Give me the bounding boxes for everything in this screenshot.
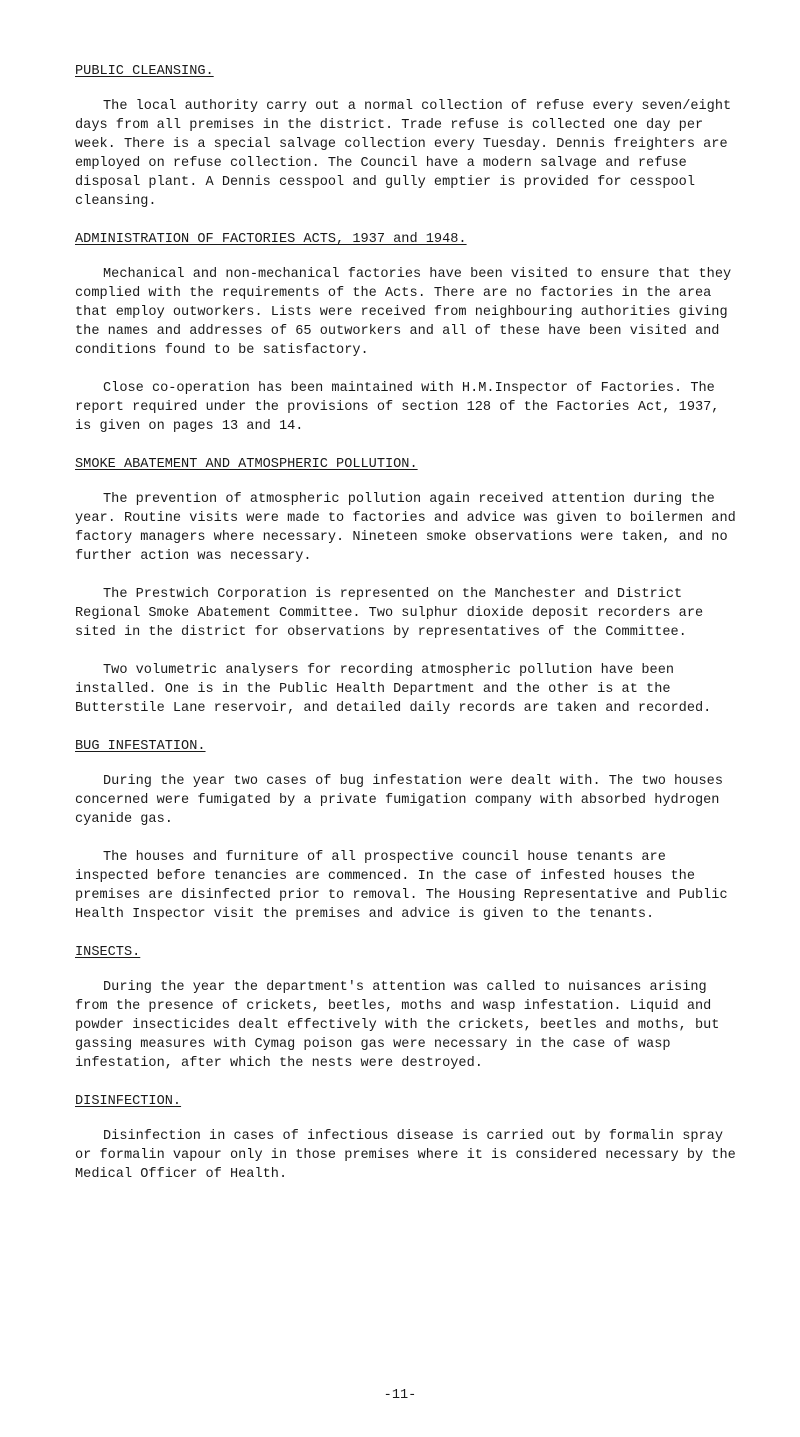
section-heading: SMOKE ABATEMENT AND ATMOSPHERIC POLLUTION. xyxy=(75,457,418,472)
section-bug-infestation xyxy=(75,737,740,924)
paragraph: During the year two cases of bug infestation were dealt with. The two houses concerned were fumigated by a private fumigation company with absorbed hydrogen cyanide gas. xyxy=(75,774,723,827)
paragraph: Mechanical and non-mechanical factories have been visited to ensure that they complied with the requirements of the Acts. There are no factories in the area that employ outworkers. Lists were received from neighbouring authorities giving the names and addresses of 65 outworkers and all of these have been visited and conditions found to be satisfactory. xyxy=(75,267,732,358)
section-heading: BUG INFESTATION. xyxy=(75,739,206,754)
section-heading: DISINFECTION. xyxy=(75,1094,182,1109)
section-heading: PUBLIC CLEANSING. xyxy=(75,64,214,79)
paragraph: The houses and furniture of all prospective council house tenants are inspected before tenancies are commenced. In the case of infested houses the premises are disinfected prior to removal. The Housing Representative and Public Health Inspector visit the premises and advice is given to the tenants. xyxy=(75,850,728,922)
section-smoke-abatement xyxy=(75,455,740,718)
document-page xyxy=(75,62,740,1203)
section-insects xyxy=(75,943,740,1073)
paragraph: The prevention of atmospheric pollution again received attention during the year. Routine visits were made to factories and advice was given to boilermen and factory managers where necessary. Nineteen smoke observations were taken, and no further action was necessary. xyxy=(75,492,736,564)
paragraph: The local authority carry out a normal collection of refuse every seven/eight days from all premises in the district. Trade refuse is collected one day per week. There is a special salvage collection every Tuesday. Dennis freighters are employed on refuse collection. The Council have a modern salvage and refuse disposal plant. A Dennis cesspool and gully emptier is provided for cesspool cleansing. xyxy=(75,99,732,209)
section-heading: INSECTS. xyxy=(75,945,141,960)
paragraph: Disinfection in cases of infectious disease is carried out by formalin spray or formalin vapour only in those premises where it is considered necessary by the Medical Officer of Health. xyxy=(75,1129,736,1182)
paragraph: Close co-operation has been maintained with H.M.Inspector of Factories. The report required under the provisions of section 128 of the Factories Act, 1937, is given on pages 13 and 14. xyxy=(75,381,720,434)
section-factories-acts xyxy=(75,230,740,436)
paragraph: During the year the department's attention was called to nuisances arising from the presence of crickets, beetles, moths and wasp infestation. Liquid and powder insecticides dealt effectively with the crickets, beetles and moths, but gassing measures with Cymag poison gas were necessary in the case of wasp infestation, after which the nests were destroyed. xyxy=(75,980,720,1071)
paragraph: Two volumetric analysers for recording atmospheric pollution have been installed. One is in the Public Health Department and the other is at the Butterstile Lane reservoir, and detailed daily records are taken and recorded. xyxy=(75,663,712,716)
section-disinfection xyxy=(75,1092,740,1184)
section-public-cleansing xyxy=(75,62,740,211)
section-heading: ADMINISTRATION OF FACTORIES ACTS, 1937 and 1948. xyxy=(75,232,467,247)
page-number: -11- xyxy=(383,1388,417,1403)
paragraph: The Prestwich Corporation is represented on the Manchester and District Regional Smoke Abatement Committee. Two sulphur dioxide deposit recorders are sited in the district for observations by representatives of the Committee. xyxy=(75,587,704,640)
